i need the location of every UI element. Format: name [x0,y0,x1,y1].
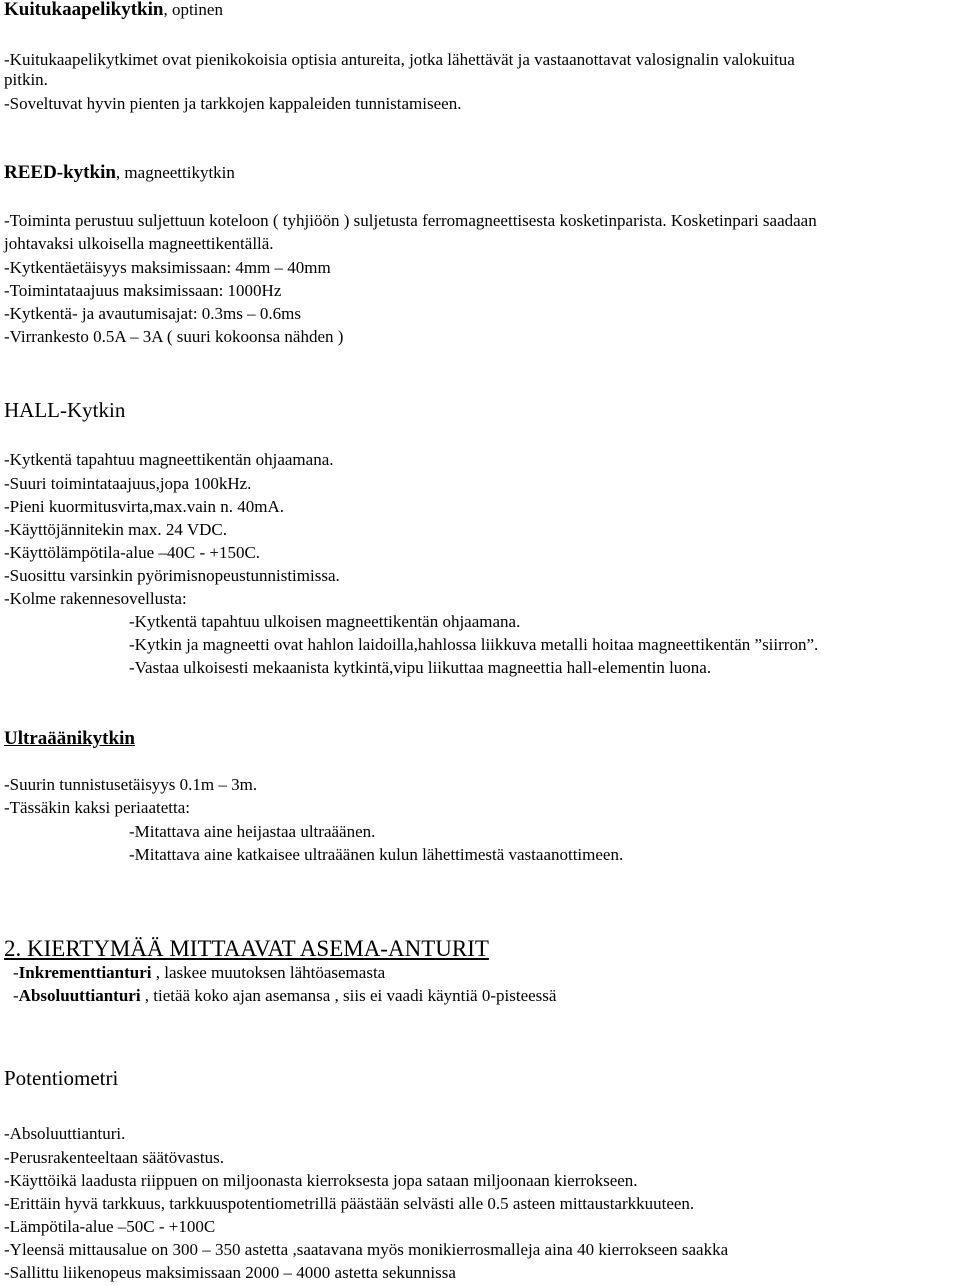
term-description: , laskee muutoksen lähtöasemasta [151,963,386,982]
line-prefix: - [13,963,19,982]
paragraph-line: -Toiminta perustuu suljettuun koteloon ( tyhjiöön ) suljetusta ferromagneettisesta kosketinparista. Kosketinpari saadaan [4,211,817,230]
paragraph-line: -Toimintataajuus maksimissaan: 1000Hz [4,281,282,300]
heading-reed-kytkin [4,163,235,183]
paragraph-line: -Absoluuttianturi. [4,1124,126,1143]
paragraph-line: johtavaksi ulkoisella magneettikentällä. [4,234,274,253]
paragraph-line: -Perusrakenteeltaan säätövastus. [4,1148,224,1167]
term-inkrementtianturi: Inkrementtianturi [18,963,152,982]
paragraph-line: -Suosittu varsinkin pyörimisnopeustunnistimissa. [4,566,340,585]
paragraph-line: pitkin. [4,70,48,89]
heading-rest: , optinen [163,0,223,19]
paragraph-line: -Pieni kuormitusvirta,max.vain n. 40mA. [4,497,284,516]
paragraph-line: -Kytkentä tapahtuu magneettikentän ohjaamana. [4,450,334,469]
heading-text: Ultraäänikytkin [4,728,135,749]
paragraph-line: -Soveltuvat hyvin pienten ja tarkkojen kappaleiden tunnistamiseen. [4,94,462,113]
indented-line: -Mitattava aine heijastaa ultraäänen. [129,822,376,841]
term-absoluuttianturi: Absoluuttianturi [18,986,141,1005]
heading-potentiometri: Potentiometri [4,1066,119,1090]
heading-bold: REED-kytkin [4,162,116,183]
paragraph-line: -Lämpötila-alue –50C - +100C [4,1217,216,1236]
paragraph-line: -Käyttölämpötila-alue –40C - +150C. [4,543,261,562]
paragraph-line: -Kytkentäetäisyys maksimissaan: 4mm – 40mm [4,258,331,277]
paragraph-line: -Virrankesto 0.5A – 3A ( suuri kokoonsa nähden ) [4,327,344,346]
heading-ultraaanikytkin [4,726,135,752]
paragraph-line: -Suuri toimintataajuus,jopa 100kHz. [4,474,252,493]
paragraph-line: -Tässäkin kaksi periaatetta: [4,798,190,817]
line-prefix: - [13,986,19,1005]
term-description: , tietää koko ajan asemansa , siis ei vaadi käyntiä 0-pisteessä [140,986,557,1005]
heading-rest: , magneettikytkin [115,163,235,182]
paragraph-line: -Sallittu liikenopeus maksimissaan 2000 – 4000 astetta sekunnissa [4,1263,456,1282]
heading-bold: Kuitukaapelikytkin [4,0,164,20]
indented-line: -Mitattava aine katkaisee ultraäänen kulun lähettimestä vastaanottimeen. [129,845,624,864]
heading-kuitukaapelikytkin [4,0,223,20]
paragraph-line: -Käyttöikä laadusta riippuen on miljoonasta kierroksesta jopa sataan miljoonaan kierrokseen. [4,1171,638,1190]
heading-hall-kytkin: HALL-Kytkin [4,398,126,422]
paragraph-line [13,986,556,1006]
paragraph-line: -Kuitukaapelikytkimet ovat pienikokoisia optisia antureita, jotka lähettävät ja vastaanottavat valosignalin valokuitua [4,50,795,69]
paragraph-line [13,963,385,983]
paragraph-line: -Kolme rakennesovellusta: [4,589,187,608]
indented-line: -Kytkentä tapahtuu ulkoisen magneettikentän ohjaamana. [129,612,521,631]
paragraph-line: -Erittäin hyvä tarkkuus, tarkkuuspotentiometrillä päästään selvästi alle 0.5 asteen mittaustarkkuuteen. [4,1194,695,1213]
paragraph-line: -Kytkentä- ja avautumisajat: 0.3ms – 0.6ms [4,304,301,323]
heading-text: 2. KIERTYMÄÄ MITTAAVAT ASEMA-ANTURIT [4,936,489,961]
indented-line: -Vastaa ulkoisesti mekaanista kytkintä,vipu liikuttaa magneettia hall-elementin luona. [129,658,712,677]
paragraph-line: -Käyttöjännitekin max. 24 VDC. [4,520,228,539]
heading-kiertymaa [4,936,489,962]
paragraph-line: -Suurin tunnistusetäisyys 0.1m – 3m. [4,775,258,794]
paragraph-line: -Yleensä mittausalue on 300 – 350 astetta ,saatavana myös monikierrosmalleja aina 40 kierrokseen saakka [4,1240,729,1259]
indented-line: -Kytkin ja magneetti ovat hahlon laidoilla,hahlossa liikkuva metalli hoitaa magneettikentän ”siirron”. [129,635,819,654]
